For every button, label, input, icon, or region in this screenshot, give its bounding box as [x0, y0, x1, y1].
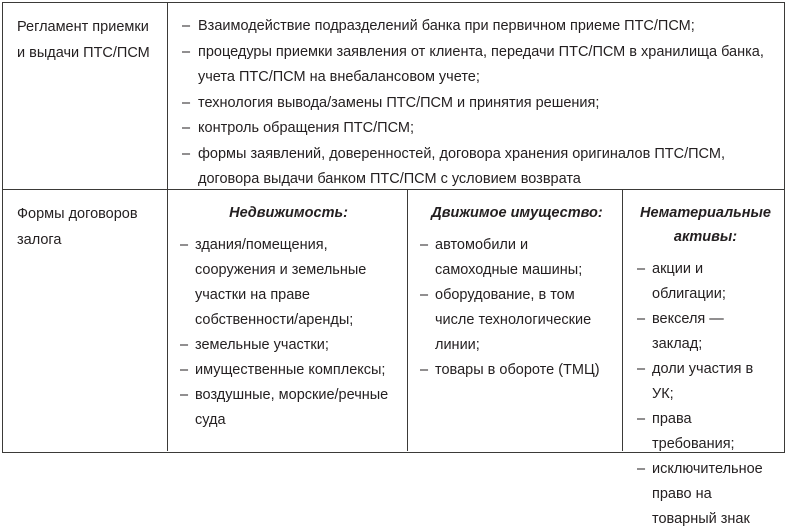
requirements-table	[2, 2, 785, 527]
row-label-text: Формы договоров залога	[17, 206, 138, 248]
list-item	[637, 457, 774, 532]
list-item-text: акции и облигации;	[652, 261, 726, 302]
list-item-text: формы заявлений, доверенностей, договора хранения оригиналов ПТС/ПСМ, договора выдачи банком ПТС/ПСМ с условием возврата	[198, 145, 725, 187]
bullet-dash-icon: –	[637, 361, 646, 377]
table-row	[3, 189, 784, 527]
row-label-cell-regulations	[3, 3, 167, 189]
list-item	[180, 383, 397, 433]
list-item-text: права требования;	[652, 411, 735, 452]
list-item	[637, 257, 774, 307]
list-item-text: исключительное право на товарный знак	[652, 461, 763, 527]
bullet-dash-icon: –	[182, 94, 191, 111]
column-heading-intangible-assets: Нематериальные активы:	[640, 205, 771, 245]
bullet-dash-icon: –	[180, 237, 189, 253]
column-movable-property	[407, 190, 622, 451]
list-item	[180, 233, 397, 333]
bullet-dash-icon: –	[182, 120, 191, 136]
list-item	[180, 333, 397, 358]
bullet-dash-icon: –	[182, 43, 191, 60]
table-row	[3, 3, 784, 189]
list-item-text: оборудование, в том числе технологические линии;	[435, 287, 592, 353]
bullet-list-realty	[180, 233, 397, 433]
bullet-dash-icon: –	[180, 362, 189, 378]
bullet-dash-icon: –	[182, 145, 191, 162]
list-item-text: Взаимодействие подразделений банка при первичном приеме ПТС/ПСМ;	[198, 18, 695, 34]
bullet-list-regulations	[182, 14, 772, 193]
list-item-text: здания/помещения, сооружения и земельные участки на праве собственности/аренды;	[195, 237, 367, 328]
list-item	[182, 14, 772, 40]
list-item-text: имущественные комплексы;	[195, 362, 386, 378]
list-item	[420, 358, 614, 383]
bullet-dash-icon: –	[420, 237, 429, 253]
list-item	[180, 358, 397, 383]
list-item	[637, 307, 774, 357]
list-item-text: технология вывода/замены ПТС/ПСМ и принятия решения;	[198, 94, 600, 111]
bullet-dash-icon: –	[180, 337, 189, 353]
list-item-text: земельные участки;	[195, 337, 329, 353]
list-item-text: контроль обращения ПТС/ПСМ;	[198, 120, 415, 136]
list-item	[637, 357, 774, 407]
row-label-text: Регламент приемки и выдачи ПТС/ПСМ	[17, 19, 150, 61]
list-item-text: товары в обороте (ТМЦ)	[435, 362, 600, 378]
list-item	[182, 91, 772, 117]
list-item-text: процедуры приемки заявления от клиента, передачи ПТС/ПСМ в хранилища банка, учета ПТС/ПСМ на внебалансовом учете;	[198, 43, 764, 85]
column-heading-movable-property: Движимое имущество:	[431, 205, 603, 221]
row-label-cell-pledge-forms	[3, 190, 167, 451]
list-item	[420, 283, 614, 358]
list-item-text: автомобили и самоходные машины;	[435, 237, 583, 278]
bullet-dash-icon: –	[637, 411, 646, 427]
column-realty	[167, 190, 407, 451]
bullet-dash-icon: –	[420, 362, 429, 378]
column-heading-realty: Недвижимость:	[229, 205, 348, 221]
bullet-dash-icon: –	[180, 387, 189, 403]
row-content-cell-regulations	[167, 3, 784, 189]
column-intangible-assets	[622, 190, 784, 527]
list-item	[182, 40, 772, 91]
bullet-dash-icon: –	[637, 311, 646, 327]
bullet-dash-icon: –	[637, 461, 646, 477]
list-item	[420, 233, 614, 283]
bullet-dash-icon: –	[182, 18, 191, 34]
bullet-list-intangible-assets	[637, 257, 774, 532]
list-item	[637, 407, 774, 457]
list-item	[182, 142, 772, 193]
list-item-text: доли участия в УК;	[652, 361, 754, 402]
list-item	[182, 116, 772, 142]
list-item-text: векселя — заклад;	[652, 311, 724, 352]
list-item-text: воздушные, морские/речные суда	[195, 387, 389, 428]
bullet-dash-icon: –	[420, 287, 429, 303]
bullet-list-movable-property	[420, 233, 614, 383]
bullet-dash-icon: –	[637, 261, 646, 277]
